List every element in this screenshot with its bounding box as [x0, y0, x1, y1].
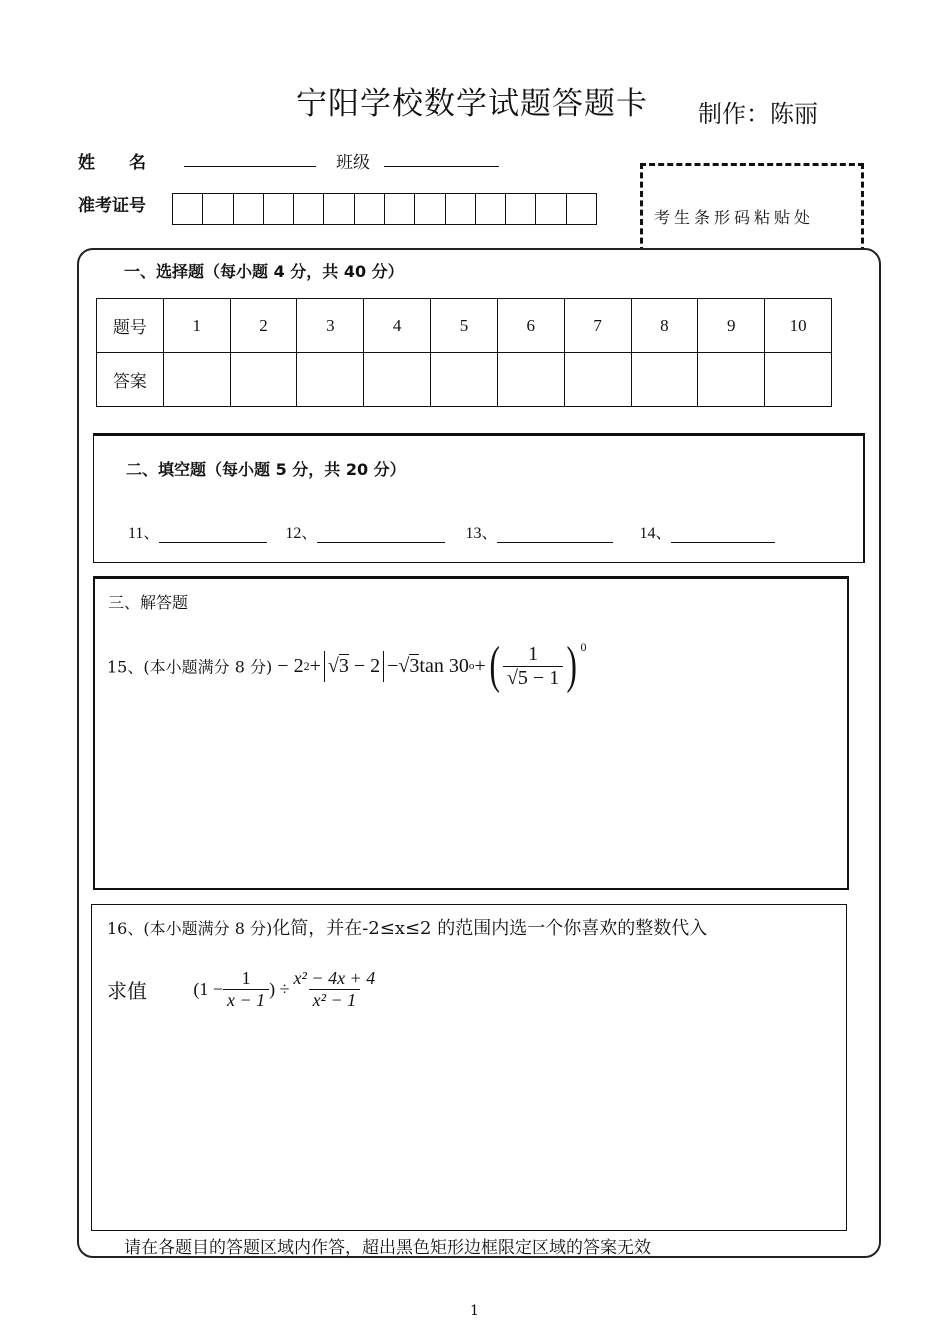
page-title: 宁阳学校数学试题答题卡: [296, 86, 648, 122]
id-digit-box[interactable]: [567, 194, 596, 224]
question-number: 4: [364, 299, 431, 353]
q16-frac1-denominator: x − 1: [223, 989, 269, 1011]
page-number: 1: [470, 1303, 479, 1319]
blank-14-line[interactable]: [671, 542, 775, 543]
answer-zone-notice: 请在各题目的答题区域内作答，超出黑色矩形边框限定区域的答案无效: [124, 1238, 651, 1258]
q15-abs-value: [324, 651, 384, 682]
id-digit-box[interactable]: [536, 194, 566, 224]
answer-cell[interactable]: [431, 353, 498, 407]
class-field[interactable]: [384, 148, 499, 167]
answer-cell[interactable]: [765, 353, 832, 407]
radical-icon: √: [327, 654, 339, 677]
section1-title: 一、选择题（每小题 4 分，共 40 分）: [124, 262, 404, 281]
radical-icon: √: [506, 666, 518, 689]
table-row: [97, 299, 832, 353]
answer-cell[interactable]: [364, 353, 431, 407]
q16-label: 16、(本小题满分 8 分): [107, 919, 273, 938]
q15-radicand: 3: [338, 654, 349, 677]
answer-cell[interactable]: [163, 353, 230, 407]
exam-id-label: 准考证号: [78, 196, 146, 216]
choice-answer-table: [96, 298, 832, 407]
id-digit-box[interactable]: [173, 194, 203, 224]
row-label-number: 题号: [97, 299, 164, 353]
q15-expression: [277, 637, 587, 694]
id-digit-box[interactable]: [355, 194, 385, 224]
q15-term: − 2: [348, 654, 381, 677]
barcode-label: 考生条形码粘贴处: [654, 208, 815, 227]
question-number: 2: [230, 299, 297, 353]
q15-term: tan 30: [419, 654, 469, 677]
radical-icon: √: [398, 654, 410, 677]
q16-answer-area[interactable]: [91, 904, 847, 1231]
question-number: 3: [297, 299, 364, 353]
answer-cell[interactable]: [631, 353, 698, 407]
maker-credit: 制作：陈丽: [698, 100, 818, 128]
answer-cell[interactable]: [297, 353, 364, 407]
q15-radicand: 3: [409, 655, 420, 677]
exam-id-boxes[interactable]: [172, 193, 597, 225]
question-number: 8: [631, 299, 698, 353]
q16-expression: [193, 968, 379, 1011]
question-number: 7: [564, 299, 631, 353]
question-number: 1: [163, 299, 230, 353]
class-label: 班级: [336, 153, 370, 173]
id-digit-box[interactable]: [415, 194, 445, 224]
id-digit-box[interactable]: [446, 194, 476, 224]
id-digit-box[interactable]: [234, 194, 264, 224]
left-paren-icon: (: [489, 637, 500, 694]
q16-frac1-numerator: 1: [241, 968, 251, 988]
answer-cell[interactable]: [497, 353, 564, 407]
q15-operator: −: [387, 654, 399, 677]
blank-11-label: 11、: [128, 525, 160, 542]
q15-operator: +: [309, 654, 321, 677]
answer-cell[interactable]: [564, 353, 631, 407]
q15-exponent: 0: [580, 640, 587, 654]
right-paren-icon: ): [566, 637, 578, 694]
q15-operator: +: [474, 654, 486, 677]
question-number: 6: [497, 299, 564, 353]
id-digit-box[interactable]: [324, 194, 354, 224]
answer-cell[interactable]: [698, 353, 765, 407]
id-digit-box[interactable]: [385, 194, 415, 224]
fill-in-section: [93, 433, 865, 563]
blank-11-line[interactable]: [159, 542, 267, 543]
section3-title: 三、解答题: [108, 593, 189, 612]
q15-label: 15、(本小题满分 8 分): [107, 657, 273, 677]
q15-frac-denominator: − 1: [527, 666, 560, 689]
name-field[interactable]: [184, 148, 316, 167]
question-number: 5: [431, 299, 498, 353]
q16-text: 化简，并在-2≤x≤2 的范围内选一个你喜欢的整数代入: [272, 918, 708, 939]
section2-title: 二、填空题（每小题 5 分，共 20 分）: [126, 460, 406, 479]
q16-statement: [107, 914, 707, 940]
q16-frac2-numerator: x² − 4x + 4: [293, 968, 376, 988]
q16-frac2-denominator: x² − 1: [309, 989, 361, 1011]
fill-in-row: [128, 520, 775, 543]
q16-prompt: 求值: [107, 979, 147, 1003]
q15: [107, 637, 587, 694]
id-digit-box[interactable]: [294, 194, 324, 224]
blank-13-label: 13、: [465, 525, 498, 542]
q16-term: (1 −: [193, 979, 224, 999]
question-number: 10: [765, 299, 832, 353]
q15-term: − 2: [277, 654, 304, 677]
blank-12-line[interactable]: [317, 542, 445, 543]
q15-frac-numerator: 1: [528, 642, 539, 665]
question-number: 9: [698, 299, 765, 353]
q15-radicand: 5: [517, 666, 528, 689]
blank-14-label: 14、: [639, 525, 672, 542]
id-digit-box[interactable]: [264, 194, 294, 224]
id-digit-box[interactable]: [476, 194, 506, 224]
degree-symbol: o: [468, 660, 475, 672]
name-label: 姓 名: [78, 153, 146, 173]
q15-paren-fraction: [486, 637, 587, 694]
answer-cell[interactable]: [230, 353, 297, 407]
q15-answer-area[interactable]: [93, 576, 849, 890]
blank-12-label: 12、: [285, 525, 318, 542]
row-label-answer: 答案: [97, 353, 164, 407]
id-digit-box[interactable]: [203, 194, 233, 224]
q16-prompt-row: [107, 968, 379, 1011]
table-row: [97, 353, 832, 407]
q16-operator: ) ÷: [269, 979, 290, 999]
q15-exponent: 2: [303, 658, 310, 673]
blank-13-line[interactable]: [497, 542, 613, 543]
id-digit-box[interactable]: [506, 194, 536, 224]
